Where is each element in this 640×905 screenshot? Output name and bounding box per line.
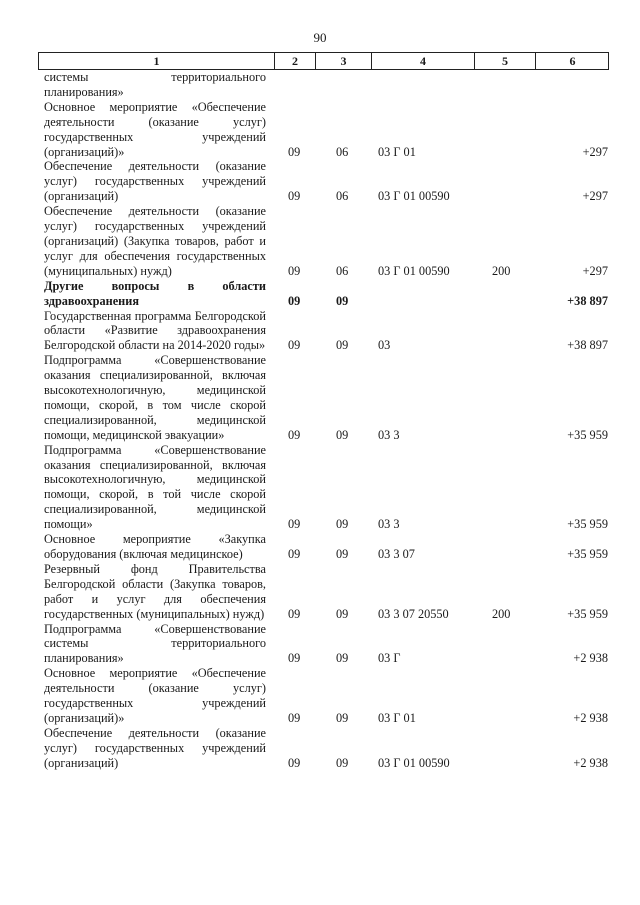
row-column-3: 06 [336, 144, 349, 159]
page-number: 90 [313, 30, 327, 45]
row-column-2: 09 [288, 755, 301, 770]
row-column-5: 200 [492, 606, 511, 621]
row-code: 03 Г [378, 651, 401, 666]
column-header-1: 1 [153, 54, 160, 68]
row-amount: +297 [582, 263, 608, 278]
row-column-3: 09 [336, 651, 349, 666]
row-column-3: 09 [336, 755, 349, 770]
table-row [0, 562, 640, 622]
column-header-2: 2 [274, 53, 315, 69]
table-row [0, 353, 640, 442]
row-code: 03 Г 01 00590 [378, 755, 450, 770]
row-code: 03 Г 01 [378, 144, 416, 159]
row-description: Резервный фонд Правительства Белгородской области (Закупка товаров, работ и услуг для обеспечения государственных (муниципальных) нужд) [44, 561, 266, 621]
row-description: Подпрограмма «Совершенствование оказания специализированной, включая высокотехнологичную, медицинской помощи, скорой, в той числе скорой специализированной, медицинской помощи» [44, 442, 266, 532]
row-column-2: 09 [288, 263, 301, 278]
row-amount: +35 959 [567, 517, 608, 532]
row-column-2: 09 [288, 427, 301, 442]
row-column-3: 09 [336, 293, 349, 308]
row-column-2: 09 [288, 293, 301, 308]
row-description: Основное мероприятие «Обеспечение деятельности (оказание услуг) государственных учреждений (организаций)» [44, 666, 266, 725]
table-row [0, 622, 640, 667]
column-header-5: 5 [474, 53, 535, 69]
row-description: Основное мероприятие «Закупка оборудования (включая медицинское) [44, 532, 266, 561]
table-row [0, 309, 640, 354]
row-column-2: 09 [288, 144, 301, 159]
row-column-2: 09 [288, 189, 301, 204]
table-row [0, 532, 640, 562]
table-row [0, 443, 640, 532]
row-description: Государственная программа Белгородской области «Развитие здравоохранения Белгородской области на 2014-2020 годы» [44, 308, 266, 353]
row-column-2: 09 [288, 547, 301, 561]
row-code: 03 [378, 338, 391, 353]
row-description: Обеспечение деятельности (оказание услуг) государственных учреждений (организаций) (Закупка товаров, работ и услуг для обеспечения государственных (муниципальных) нужд) [44, 204, 266, 278]
row-amount: +38 897 [567, 293, 608, 308]
table-row [0, 204, 640, 279]
row-column-3: 09 [336, 427, 349, 442]
row-column-2: 09 [288, 710, 301, 725]
column-header-4: 4 [371, 53, 474, 69]
table-row [0, 726, 640, 771]
row-code: 03 Г 01 00590 [378, 189, 450, 204]
table-body [0, 70, 640, 771]
row-amount: +35 959 [567, 427, 608, 442]
row-column-2: 09 [288, 651, 301, 666]
row-description: Обеспечение деятельности (оказание услуг) государственных учреждений (организаций) [44, 725, 266, 770]
table-header [38, 52, 609, 70]
row-code: 03 Г 01 [378, 710, 416, 725]
table-row [0, 279, 640, 309]
row-amount: +297 [582, 144, 608, 159]
row-description: Подпрограмма «Совершенствование оказания специализированной, включая высокотехнологичную, медицинской помощи, скорой, в том числе скорой специализированной, медицинской помощи, медицинской эвакуации» [44, 353, 266, 442]
row-amount: +35 959 [567, 606, 608, 621]
table-row [0, 666, 640, 726]
row-code: 03 3 07 [378, 547, 415, 561]
row-description: Обеспечение деятельности (оказание услуг) государственных учреждений (организаций) [44, 159, 266, 204]
row-amount: +2 938 [573, 710, 608, 725]
row-code: 03 3 [378, 427, 400, 442]
table-row [0, 159, 640, 204]
row-amount: +2 938 [573, 755, 608, 770]
row-column-3: 09 [336, 606, 349, 621]
row-description: Другие вопросы в области здравоохранения [44, 278, 266, 308]
row-column-3: 06 [336, 263, 349, 278]
row-code: 03 Г 01 00590 [378, 263, 450, 278]
row-amount: +297 [582, 189, 608, 204]
row-description: системы территориального планирования» [44, 70, 266, 99]
row-description: Основное мероприятие «Обеспечение деятельности (оказание услуг) государственных учреждений (организаций)» [44, 99, 266, 159]
row-code: 03 3 07 20550 [378, 606, 449, 621]
row-column-5: 200 [492, 263, 511, 278]
row-column-3: 06 [336, 189, 349, 204]
row-amount: +38 897 [567, 338, 608, 353]
table-row [0, 70, 640, 100]
row-column-2: 09 [288, 338, 301, 353]
row-amount: +2 938 [573, 651, 608, 666]
row-column-2: 09 [288, 517, 301, 532]
row-column-3: 09 [336, 547, 349, 561]
row-amount: +35 959 [567, 547, 608, 561]
row-column-3: 09 [336, 710, 349, 725]
column-header-6: 6 [535, 53, 609, 69]
table-row [0, 100, 640, 160]
column-header-3: 3 [315, 53, 371, 69]
row-column-3: 09 [336, 517, 349, 532]
row-code: 03 3 [378, 517, 400, 532]
row-description: Подпрограмма «Совершенствование системы территориального планирования» [44, 621, 266, 666]
row-column-2: 09 [288, 606, 301, 621]
row-column-3: 09 [336, 338, 349, 353]
